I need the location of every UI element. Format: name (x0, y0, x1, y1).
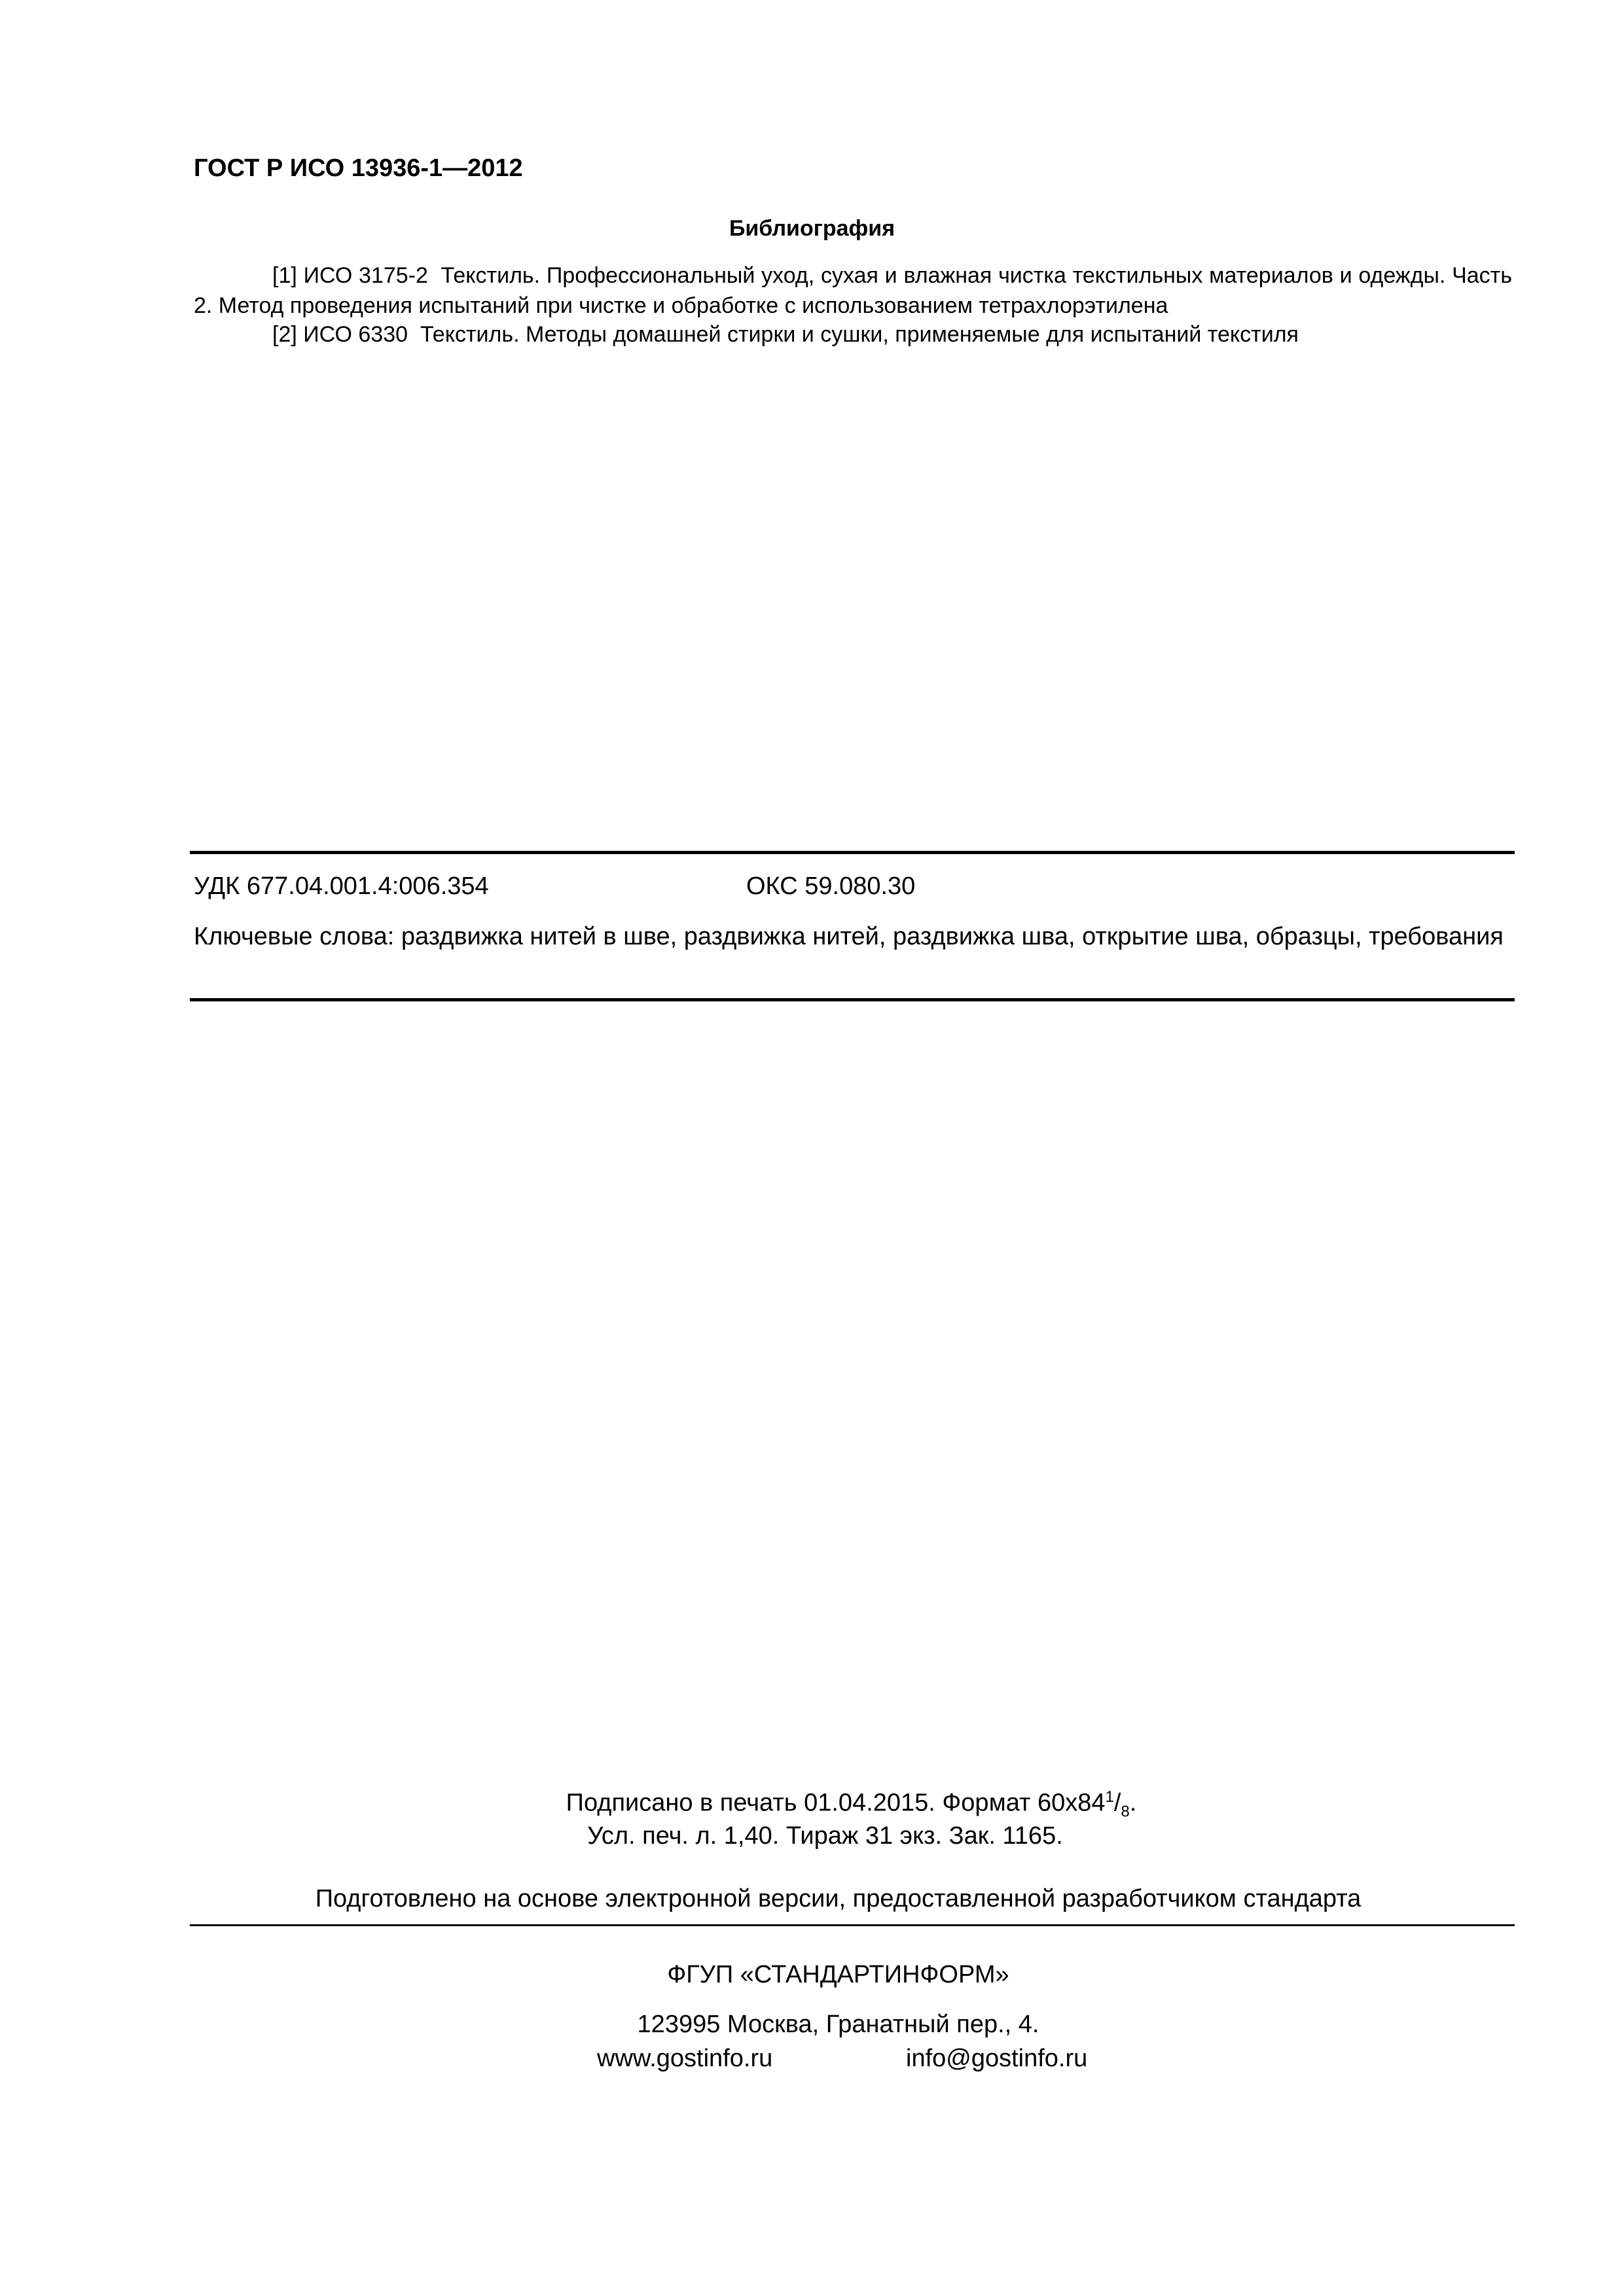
format-slash: / (1113, 1789, 1121, 1817)
publisher-address: 123995 Москва, Гранатный пер., 4. (637, 2011, 1039, 2038)
bibliography-text: Текстиль. Профессиональный уход, сухая и влажная чистка текстильных материалов и одежды. Часть 2. Метод проведения испытаний при чистке и обработке с использованием тетрахлорэтилена (194, 263, 1512, 318)
email-link[interactable]: info@gostinfo.ru (906, 2045, 1088, 2072)
signed-text: Подписано в печать 01.04.2015. Формат 60х84 (566, 1789, 1106, 1817)
bibliography-ref: [1] ИСО 3175-2 (272, 263, 428, 288)
format-period: . (1129, 1789, 1137, 1817)
signed-for-print (39, 1788, 1624, 1821)
divider-top (190, 851, 1515, 854)
keywords: Ключевые слова: раздвижка нитей в шве, раздвижка нитей, раздвижка шва, открытие шва, образцы, требования (194, 923, 1504, 950)
bibliography-title: Библиография (729, 216, 895, 241)
print-info: Усл. печ. л. 1,40. Тираж 31 экз. Зак. 1165. (587, 1822, 1063, 1850)
udk-code: УДК 677.04.001.4:006.354 (194, 872, 489, 900)
format-denominator: 8 (1121, 1803, 1130, 1821)
publisher-name: ФГУП «СТАНДАРТИНФОРМ» (667, 1961, 1009, 1988)
document-code: ГОСТ Р ИСО 13936-1—2012 (194, 154, 523, 182)
divider-imprint (190, 1924, 1515, 1926)
bibliography-item (194, 260, 1512, 321)
bibliography-ref: [2] ИСО 6330 (272, 322, 408, 347)
divider-bottom (190, 998, 1515, 1001)
bibliography-text: Текстиль. Методы домашней стирки и сушки, применяемые для испытаний текстиля (420, 322, 1299, 347)
format-numerator: 1 (1105, 1788, 1114, 1806)
bibliography-item (194, 319, 1512, 350)
oks-code: ОКС 59.080.30 (746, 872, 916, 900)
website-link[interactable]: www.gostinfo.ru (597, 2045, 773, 2072)
prepared-note: Подготовлено на основе электронной версии, предоставленной разработчиком стандарта (315, 1885, 1362, 1912)
